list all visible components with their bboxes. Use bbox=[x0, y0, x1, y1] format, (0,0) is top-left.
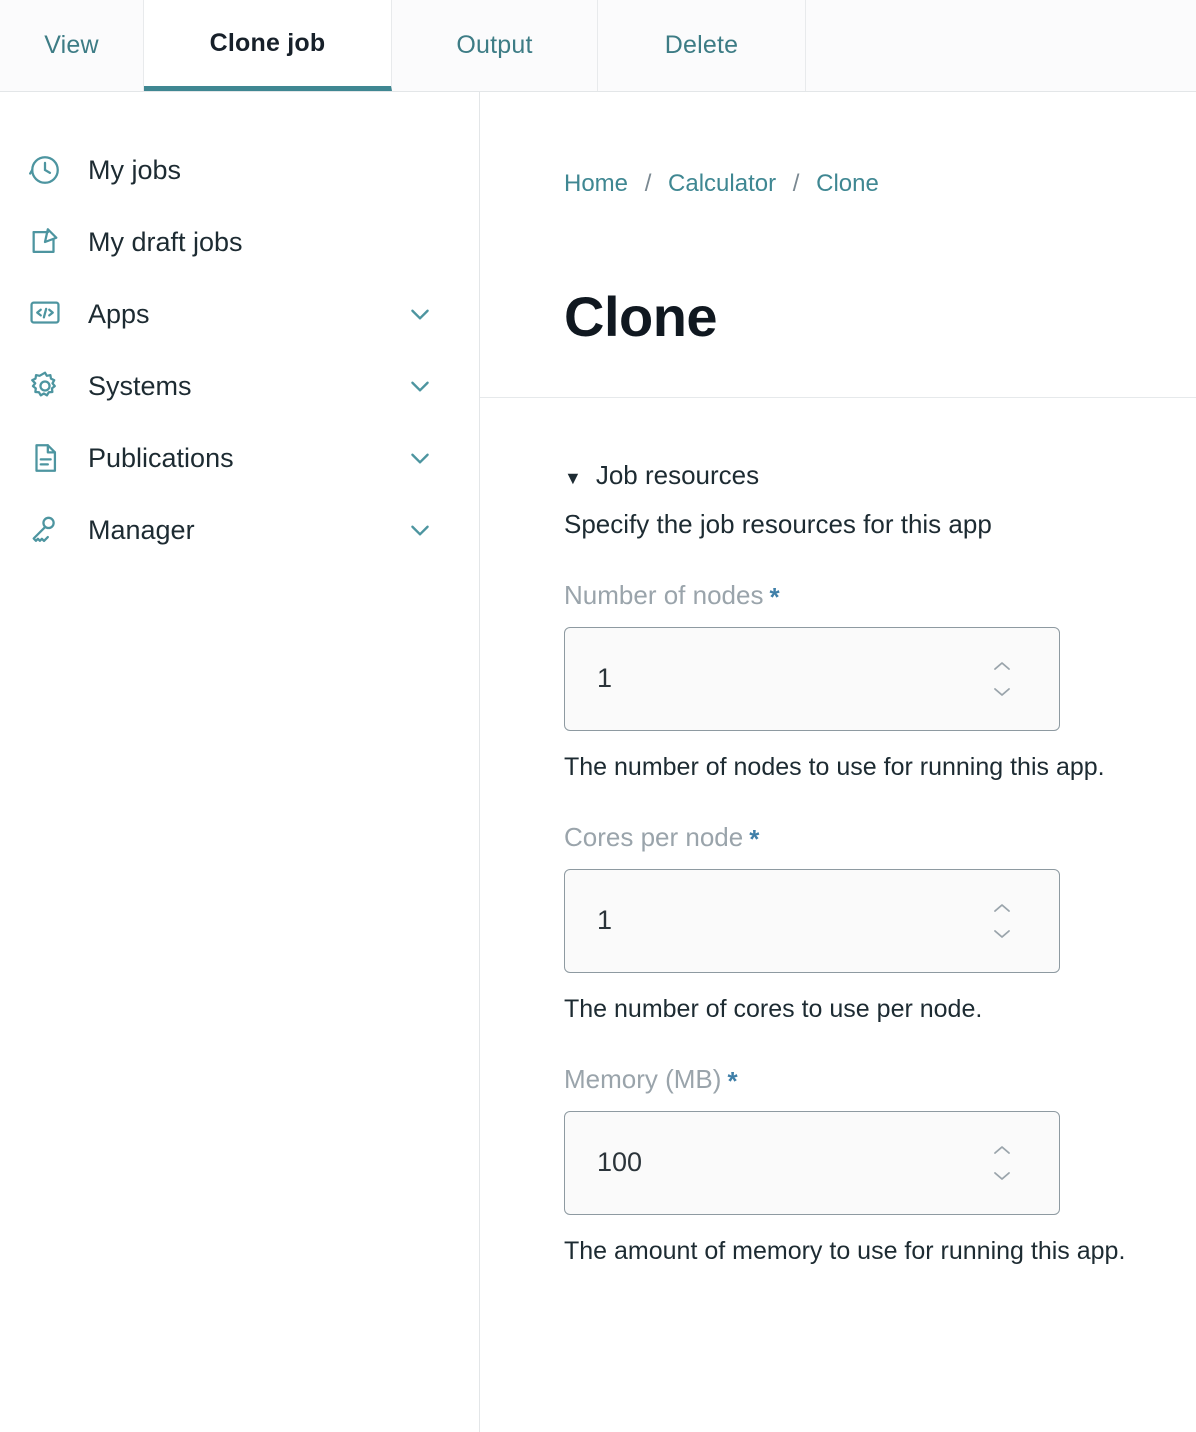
breadcrumb-home[interactable]: Home bbox=[564, 170, 629, 197]
job-resources-section bbox=[480, 398, 1196, 1266]
chevron-down-icon[interactable] bbox=[407, 445, 433, 471]
cores-per-node-input-wrap[interactable] bbox=[564, 869, 1060, 973]
breadcrumb bbox=[480, 92, 1196, 198]
cores-per-node-input[interactable] bbox=[565, 870, 1059, 972]
chevron-down-icon[interactable] bbox=[407, 301, 433, 327]
memory-mb-input-wrap[interactable] bbox=[564, 1111, 1060, 1215]
tab-label: Clone job bbox=[209, 28, 326, 57]
tab-output[interactable] bbox=[392, 0, 598, 91]
caret-down-icon: ▼ bbox=[564, 467, 582, 488]
section-toggle-job-resources[interactable] bbox=[564, 460, 1196, 491]
sidebar-item-label: Manager bbox=[88, 514, 195, 545]
pencil-square-icon bbox=[22, 219, 68, 265]
tab-label: View bbox=[44, 31, 99, 59]
sidebar-item-publications[interactable] bbox=[0, 422, 479, 494]
breadcrumb-calculator[interactable]: Calculator bbox=[668, 170, 777, 197]
field-memory-mb bbox=[564, 1064, 1196, 1266]
number-of-nodes-input[interactable] bbox=[565, 628, 1059, 730]
sidebar-item-my-jobs[interactable] bbox=[0, 134, 479, 206]
field-label bbox=[564, 580, 1196, 613]
chevron-down-icon[interactable] bbox=[407, 373, 433, 399]
chevron-down-icon[interactable] bbox=[407, 517, 433, 543]
tab-clone-job[interactable] bbox=[144, 0, 392, 91]
field-help-text: The amount of memory to use for running this app. bbox=[564, 1236, 1126, 1265]
sidebar-item-my-draft-jobs[interactable] bbox=[0, 206, 479, 278]
sidebar-item-label: Apps bbox=[88, 298, 150, 329]
sidebar-item-label: Publications bbox=[88, 442, 234, 473]
field-help-text: The number of cores to use per node. bbox=[564, 994, 983, 1023]
field-label-text: Number of nodes bbox=[564, 579, 764, 610]
memory-mb-input[interactable] bbox=[565, 1112, 1059, 1214]
tab-view[interactable] bbox=[0, 0, 144, 91]
field-cores-per-node bbox=[564, 822, 1196, 1024]
tab-label: Delete bbox=[664, 31, 739, 59]
tab-delete[interactable] bbox=[598, 0, 806, 91]
field-number-of-nodes bbox=[564, 580, 1196, 782]
cores-per-node-stepper[interactable] bbox=[991, 902, 1013, 940]
page-title: Clone bbox=[564, 284, 718, 348]
gear-icon bbox=[22, 363, 68, 409]
field-label bbox=[564, 822, 1196, 855]
sidebar-item-label: Systems bbox=[88, 370, 192, 401]
key-person-icon bbox=[22, 507, 68, 553]
breadcrumb-separator: / bbox=[792, 170, 800, 197]
sidebar bbox=[0, 92, 480, 1432]
sidebar-item-apps[interactable] bbox=[0, 278, 479, 350]
code-window-icon bbox=[22, 291, 68, 337]
field-label bbox=[564, 1064, 1196, 1097]
required-marker: * bbox=[749, 823, 760, 854]
document-icon bbox=[22, 435, 68, 481]
field-help-text: The number of nodes to use for running this app. bbox=[564, 752, 1105, 781]
tab-bar-filler bbox=[806, 0, 1196, 91]
section-title: Job resources bbox=[595, 459, 760, 490]
sidebar-item-label: My draft jobs bbox=[88, 226, 243, 257]
tab-label: Output bbox=[456, 31, 533, 59]
field-label-text: Cores per node bbox=[564, 821, 744, 852]
number-of-nodes-stepper[interactable] bbox=[991, 660, 1013, 698]
sidebar-item-manager[interactable] bbox=[0, 494, 479, 566]
sidebar-item-systems[interactable] bbox=[0, 350, 479, 422]
number-of-nodes-input-wrap[interactable] bbox=[564, 627, 1060, 731]
clock-history-icon bbox=[22, 147, 68, 193]
section-subtitle: Specify the job resources for this app bbox=[564, 508, 992, 539]
breadcrumb-separator: / bbox=[644, 170, 652, 197]
required-marker: * bbox=[727, 1065, 738, 1096]
memory-mb-stepper[interactable] bbox=[991, 1144, 1013, 1182]
main-content bbox=[480, 92, 1196, 1432]
sidebar-item-label: My jobs bbox=[88, 154, 182, 185]
breadcrumb-clone[interactable]: Clone bbox=[816, 170, 879, 197]
field-label-text: Memory (MB) bbox=[564, 1063, 722, 1094]
tab-bar bbox=[0, 0, 1196, 92]
required-marker: * bbox=[769, 581, 780, 612]
